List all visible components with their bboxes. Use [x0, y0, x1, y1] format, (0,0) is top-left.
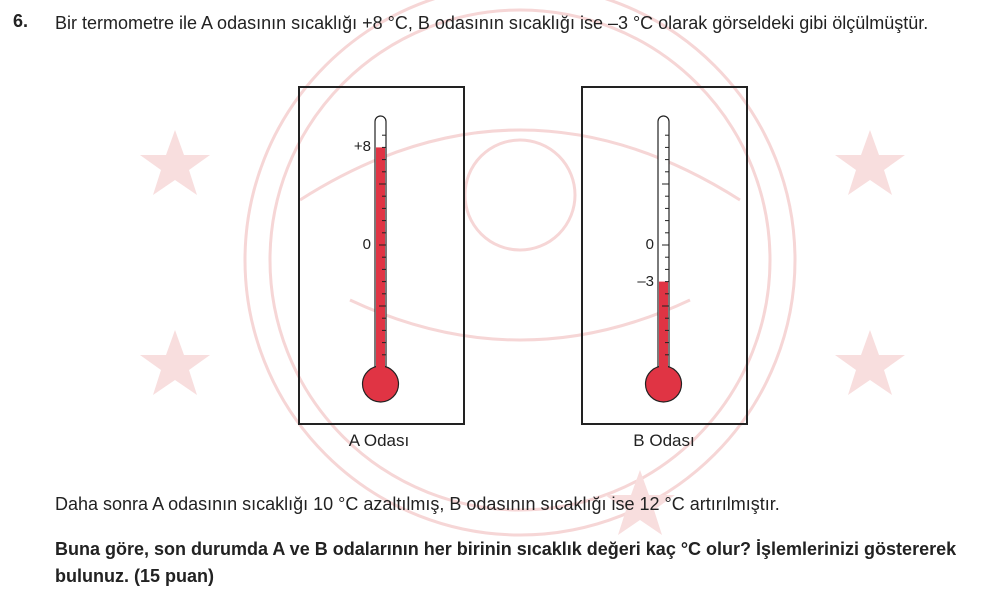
thermometer-a-reading-label: +8	[353, 138, 371, 156]
thermometer-b-caption: B Odası	[633, 431, 695, 450]
thermometer-a-bulb	[363, 366, 399, 402]
thermometer-b-panel	[581, 86, 748, 425]
thermometer-a-caption: A Odası	[348, 431, 410, 450]
thermometer-b-bulb	[646, 366, 682, 402]
thermometer-b-reading-label: –3	[637, 272, 654, 290]
question-intro: Bir termometre ile A odasının sıcaklığı +8 °C, B odasının sıcaklığı ise –3 °C olarak görseldeki gibi ölçülmüştür.	[55, 13, 929, 33]
thermometer-b-zero-label: 0	[645, 236, 654, 253]
thermometer-a-mercury	[376, 147, 385, 384]
question-number: 6.	[13, 11, 29, 31]
thermometer-a-zero-label: 0	[362, 236, 371, 253]
thermometer-b	[583, 88, 746, 423]
thermometer-a	[300, 88, 463, 423]
question-prompt: Buna göre, son durumda A ve B odalarının her birinin sıcaklık değeri kaç °C olur? İşlemlerinizi göstererek bulunuz. (15 puan)	[55, 539, 957, 586]
thermometer-a-panel	[298, 86, 465, 425]
followup-text: Daha sonra A odasının sıcaklığı 10 °C azaltılmış, B odasının sıcaklığı ise 12 °C artırılmıştır.	[55, 494, 780, 514]
